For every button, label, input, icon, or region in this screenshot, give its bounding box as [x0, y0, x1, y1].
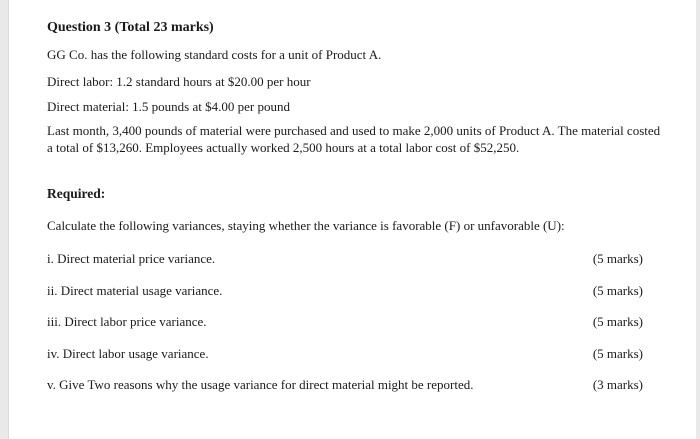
direct-labor-standard: Direct labor: 1.2 standard hours at $20.00 per hour	[47, 74, 311, 89]
item-text: v. Give Two reasons why the usage variance for direct material might be reported.	[47, 377, 474, 392]
item-text: i. Direct material price variance.	[47, 251, 216, 266]
item-marks: (5 marks)	[592, 251, 643, 266]
item-marks: (5 marks)	[592, 283, 643, 298]
item-text: iii. Direct labor price variance.	[47, 314, 207, 329]
direct-material-standard: Direct material: 1.5 pounds at $4.00 per pound	[47, 99, 290, 114]
item-marks: (5 marks)	[592, 314, 643, 329]
last-month-details: Last month, 3,400 pounds of material were purchased and used to make 2,000 units of Product A. The material costed a total of $13,260. Employees actually worked 2,500 hours at a total labor cost of $52,250.	[47, 123, 661, 155]
item-marks: (3 marks)	[592, 377, 643, 392]
instruction-text: Calculate the following variances, staying whether the variance is favorable (F) or unfavorable (U):	[47, 218, 565, 233]
intro-text: GG Co. has the following standard costs for a unit of Product A.	[47, 47, 382, 62]
item-text: iv. Direct labor usage variance.	[47, 346, 209, 361]
item-text: ii. Direct material usage variance.	[47, 283, 223, 298]
item-marks: (5 marks)	[592, 346, 643, 361]
question-title: Question 3 (Total 23 marks)	[47, 20, 214, 35]
required-heading: Required:	[47, 186, 106, 201]
document-page	[8, 0, 696, 439]
